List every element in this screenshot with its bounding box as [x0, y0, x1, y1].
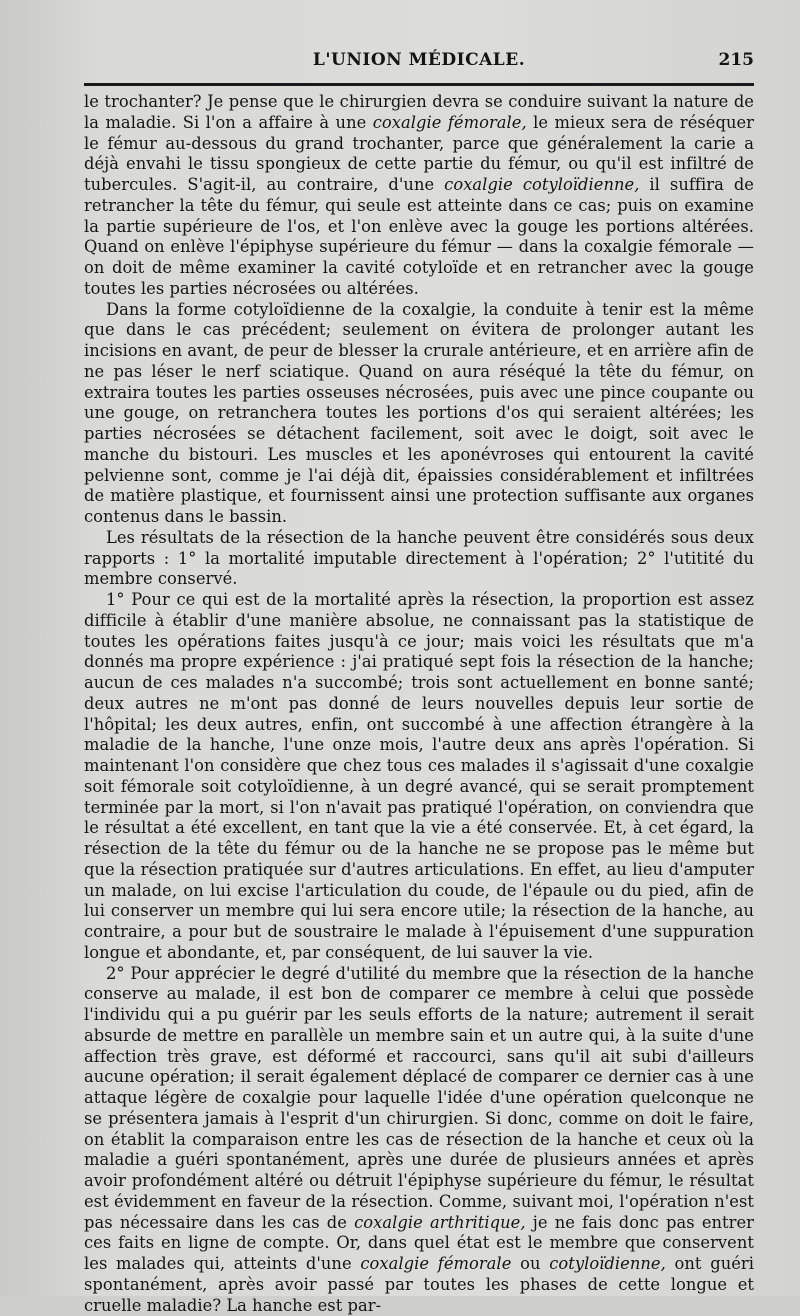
italic-term: coxalgie arthritique, [354, 1213, 525, 1232]
text-segment: 1° Pour ce qui est de la mortalité après la résection, la proportion est assez difficile à établir d'une manière absolue, ne connaissant pas la statistique de toutes les opérations faites jusqu'à ce jour; mais voici les résultats que m'a donnés ma propre expérience : j'ai pratiqué sept fois la résection de la hanche; aucun de ces malades n'a succombé; trois sont actuellement en bonne santé; deux autres ne m'ont pas donné de leurs nouvelles depuis leur sortie de l'hôpital; les deux autres, enfin, ont succombé à une affection étrangère à la maladie de la hanche, l'une onze mois, l'autre deux ans après l'opération. Si maintenant l'on considère que chez tous ces malades il s'agissait d'une coxalgie soit fémorale soit cotyloïdienne, à un degré avancé, qui se serait promptement terminée par la mort, si l'on n'avait pas pratiqué l'opération, on conviendra que le résultat a été excellent, en tant que la vie a été conservée. Et, à cet égard, la résection de la tête du fémur ou de la hanche ne se propose pas le même but que la résection pratiquée sur d'autres articulations. En effet, au lieu d'amputer un malade, on lui excise l'articulation du coude, de l'épaule ou du pied, afin de lui conserver un membre qui lui sera encore utile; la résection de la hanche, au contraire, a pour but de soustraire le malade à l'épuisement d'une suppuration longue et abondante, et, par conséquent, de lui sauver la vie. [84, 590, 754, 962]
italic-term: coxalgie cotyloïdienne, [444, 175, 639, 194]
article-body [84, 92, 754, 1316]
paragraph [84, 92, 754, 300]
text-segment: le trochanter? Je pense que le chirurgien devra se conduire suivant la nature de la maladie. Si l'on a affaire à une [84, 92, 754, 132]
italic-term: coxalgie fémorale, [373, 113, 527, 132]
text-segment: ou [511, 1254, 549, 1273]
running-title: L'UNION MÉDICALE. [84, 50, 754, 70]
italic-term: coxalgie fémorale [360, 1254, 511, 1273]
text-segment: je ne fais donc pas entrer ces faits en ligne de compte. Or, dans quel état est le membre que conservent les malades qui, atteints d'une [84, 1213, 754, 1274]
text-segment: Dans la forme cotyloïdienne de la coxalgie, la conduite à tenir est la même que dans le cas précédent; seulement on évitera de prolonger autant les incisions en avant, de peur de blesser la crurale antérieure, et en arrière afin de ne pas léser le nerf sciatique. Quand on aura réséqué la tête du fémur, on extraira toutes les parties osseuses nécrosées, puis avec une pince coupante ou une gouge, on retranchera toutes les portions d'os qui seraient altérées; les parties nécrosées se détachent facilement, soit avec le doigt, soit avec le manche du bistouri. Les muscles et les aponévroses qui entourent la cavité pelvienne sont, comme je l'ai déjà dit, épaissies considérablement et infiltrées de matière plastique, et fournissent ainsi une protection suffisante aux organes contenus dans le bassin. [84, 300, 754, 527]
paragraph [84, 590, 754, 964]
page-number: 215 [719, 50, 755, 70]
text-segment: 2° Pour apprécier le degré d'utilité du membre que la résection de la hanche conserve au malade, il est bon de comparer ce membre à celui que possède l'individu qui a pu guérir par les seuls efforts de la nature; autrement il serait absurde de mettre en parallèle un membre sain et un autre qui, à la suite d'une affection très grave, est déformé et raccourci, sans qu'il ait subi d'ailleurs aucune opération; il serait également déplacé de comparer ce dernier cas à une attaque légère de coxalgie pour laquelle l'idée d'une opération quelconque ne se présentera jamais à l'esprit d'un chirurgien. Si donc, comme on doit le faire, on établit la comparaison entre les cas de résection de la hanche et ceux où la maladie a guéri spontanément, après une durée de plusieurs années et après avoir profondément altéré ou détruit l'épiphyse supérieure du fémur, le résultat est évidemment en faveur de la résection. Comme, suivant moi, l'opération n'est pas nécessaire dans les cas de [84, 964, 754, 1232]
paragraph [84, 964, 754, 1316]
text-segment: le mieux sera de réséquer le fémur au-dessous du grand trochanter, parce que généralement la carie a déjà envahi le tissu spongieux de cette partie du fémur, ou qu'il est infiltré de tubercules. S'agit-il, au contraire, d'une [84, 113, 754, 194]
header-rule [84, 83, 754, 86]
text-segment: Les résultats de la résection de la hanche peuvent être considérés sous deux rapports : 1° la mortalité imputable directement à l'opération; 2° l'utitité du membre conservé. [84, 528, 754, 589]
text-segment: ont guéri spontanément, après avoir passé par toutes les phases de cette longue et cruelle maladie? La hanche est par- [84, 1254, 754, 1315]
text-segment: il suffira de retrancher la tête du fémur, qui seule est atteinte dans ce cas; puis on examine la partie supérieure de l'os, et l'on enlève avec la gouge les portions altérées. Quand on enlève l'épiphyse supérieure du fémur — dans la coxalgie fémorale — on doit de même examiner la cavité cotyloïde et en retrancher avec la gouge toutes les parties nécrosées ou altérées. [84, 175, 754, 298]
page-header [84, 50, 754, 76]
paragraph [84, 528, 754, 590]
paragraph [84, 300, 754, 528]
italic-term: cotyloïdienne, [549, 1254, 666, 1273]
